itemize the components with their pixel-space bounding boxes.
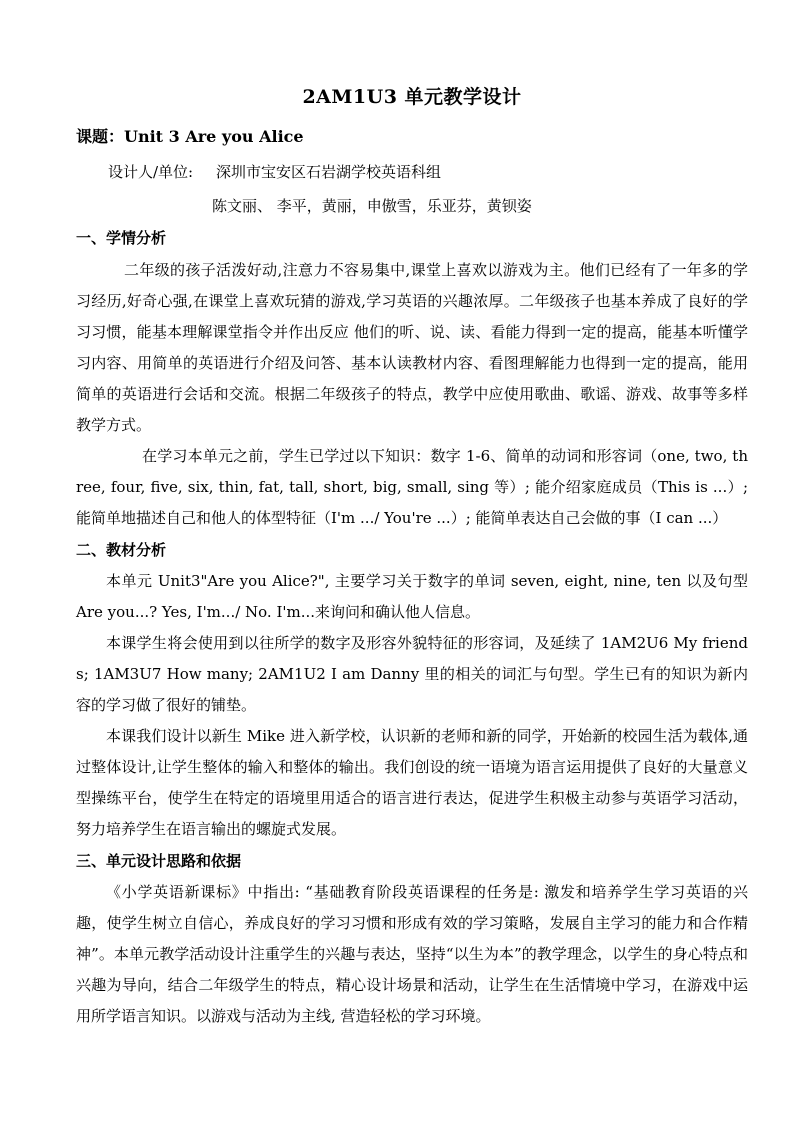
designer-unit: 深圳市宝安区石岩湖学校英语科组 [216,163,442,181]
paragraph-textbook-analysis-3: 本课我们设计以新生 Mike 进入新学校，认识新的老师和新的同学，开始新的校园生活为载体,通过整体设计,让学生整体的输入和整体的输出。我们创设的统一语境为语言运用提供了良好的大量意义型操练平台，使学生在特定的语境里用适合的语言进行表达，促进学生积极主动参与英语学习活动，努力培养学生在语言输出的螺旋式发展。 [76,727,748,838]
section-heading-learner-analysis: 一、学情分析 [76,229,167,247]
document-page [76,0,748,1123]
paragraph-design-rationale-1: 《小学英语新课标》中指出: “基础教育阶段英语课程的任务是: 激发和培养学生学习英语的兴趣，使学生树立自信心，养成良好的学习习惯和形成有效的学习策略，发展自主学习的能力和合作精神”。本单元教学活动设计注重学生的兴趣与表达，坚持“以生为本”的教学理念，以学生的身心特点和兴趣为导向，结合二年级学生的特点，精心设计场景和活动，让学生在生活情境中学习，在游戏中运用所学语言知识。以游戏与活动为主线, 营造轻松的学习环境。 [76,883,748,1025]
designer-names: 陈文丽、 李平，黄丽，申傲雪，乐亚芬，黄钡姿 [212,197,532,215]
paragraph-learner-analysis-2: 在学习本单元之前，学生已学过以下知识：数字 1-6、简单的动词和形容词（one, two, three, four, five, six, thin, fat, tall, short, big, small, sing 等）; 能介绍家庭成员（This is ...）; 能简单地描述自己和他人的体型特征（I'm .../ You're ...）; 能简单表达自己会做的事（I can ...） [76,447,748,527]
designer-row [108,160,441,184]
paragraph-textbook-analysis-2: 本课学生将会使用到以往所学的数字及形容外貌特征的形容词，及延续了 1AM2U6 My friends; 1AM3U7 How many; 2AM1U2 I am Danny 里的相关的词汇与句型。学生已有的知识为新内容的学习做了很好的铺垫。 [76,634,748,714]
section-heading-design-rationale: 三、单元设计思路和依据 [76,852,242,870]
section-heading-textbook-analysis: 二、教材分析 [76,541,167,559]
paragraph-textbook-analysis-1: 本单元 Unit3"Are you Alice?", 主要学习关于数字的单词 seven, eight, nine, ten 以及句型 Are you...? Yes, I'm.../ No. I'm...来询问和确认他人信息。 [76,572,748,621]
designer-label: 设计人/单位: [108,163,194,181]
document-title: 2AM1U3 单元教学设计 [302,86,522,108]
lesson-title: 课题：Unit 3 Are you Alice [76,127,304,146]
paragraph-learner-analysis-1: 二年级的孩子活泼好动,注意力不容易集中,课堂上喜欢以游戏为主。他们已经有了一年多的学习经历,好奇心强,在课堂上喜欢玩猜的游戏,学习英语的兴趣浓厚。二年级孩子也基本养成了良好的学习习惯，能基本理解课堂指令并作出反应 他们的听、说、读、看能力得到一定的提高，能基本听懂学习内容、用简单的英语进行介绍及问答、基本认读教材内容、看图理解能力也得到一定的提高，能用简单的英语进行会话和交流。根据二年级孩子的特点，教学中应使用歌曲、歌谣、游戏、故事等多样教学方式。 [76,261,748,434]
